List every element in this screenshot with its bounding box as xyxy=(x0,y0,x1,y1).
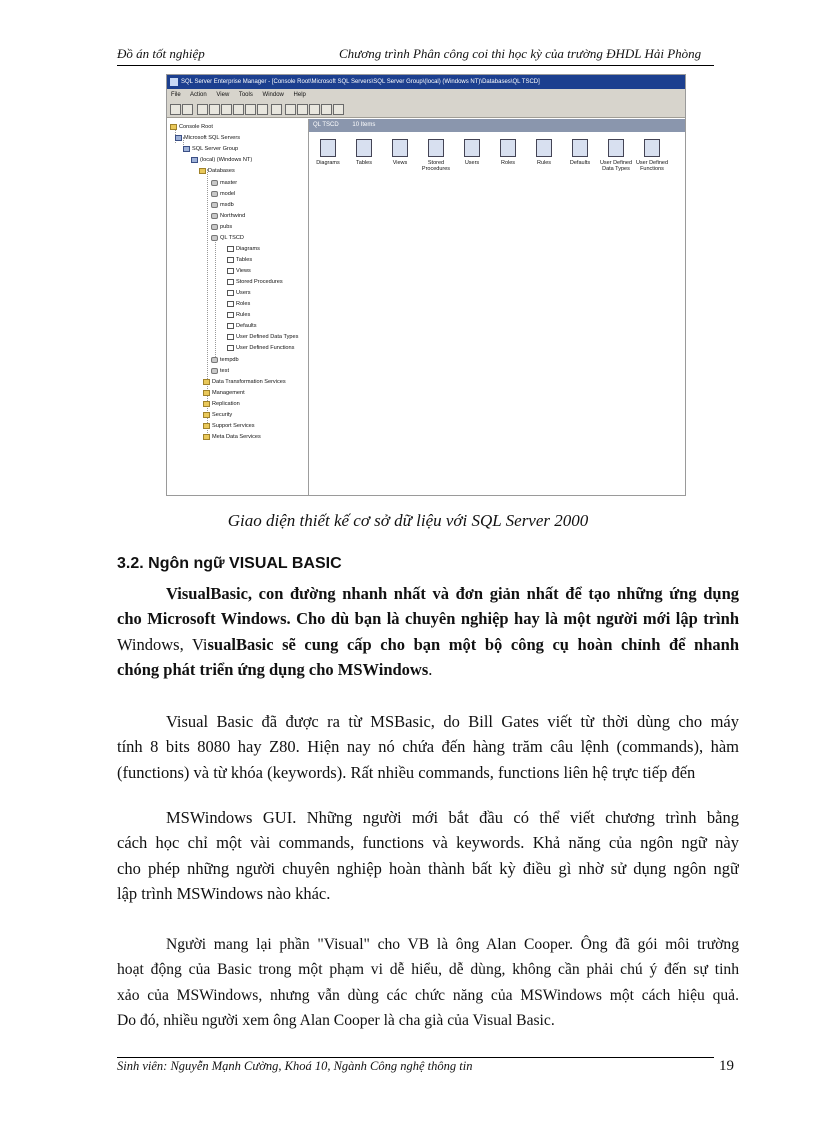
tool-icon-c[interactable] xyxy=(321,104,332,115)
section-heading: 3.2. Ngôn ngữ VISUAL BASIC xyxy=(117,555,342,572)
window-title: SQL Server Enterprise Manager - [Console Root\Microsoft SQL Servers\SQL Server Group\(local) (Windows NT)\Databases\QL TSCD] xyxy=(181,79,540,85)
app-icon xyxy=(170,78,178,86)
tree-item[interactable]: msdb xyxy=(211,201,234,210)
p1-line-2: cho Microsoft Windows. Cho dù bạn là chuyên nghiệp hay là một người mới lập trình xyxy=(117,609,739,629)
wizard-icon[interactable] xyxy=(285,104,296,115)
back-icon[interactable] xyxy=(170,104,181,115)
folder-icon xyxy=(203,401,210,407)
p4-line-4: Do đó, nhiều người xem ông Alan Cooper là cha già của Visual Basic. xyxy=(117,1011,555,1029)
p3-line-2: cách học chỉ một vài commands, functions và keywords. Khả năng của ngôn ngữ này xyxy=(117,833,739,853)
tree-item[interactable]: Replication xyxy=(203,400,240,409)
footer-rule xyxy=(117,1057,714,1058)
tree-item[interactable]: model xyxy=(211,190,235,199)
p4-line-2: hoạt động của Basic trong một phạm vi dễ hiểu, dễ dùng, không cần phải chú ý đến sự tinh xyxy=(117,961,739,979)
rules-icon xyxy=(227,312,234,318)
tree-item[interactable]: QL TSCD xyxy=(211,234,244,243)
pane-count: 10 Items xyxy=(352,122,376,128)
p1-line-3b: sualBasic sẽ cung cấp cho bạn một bộ công cụ hoàn chỉnh để nhanh xyxy=(207,634,739,654)
folder-icon xyxy=(203,379,210,385)
database-icon xyxy=(211,368,218,374)
p1-line-1: VisualBasic, con đường nhanh nhất và đơn giản nhất để tạo những ứng dụng xyxy=(166,584,739,603)
p2-line-2: tính 8 bits 8080 hay Z80. Hiện nay nó chứa đến hàng trăm câu lệnh (commands), hàm xyxy=(117,737,739,757)
pane-item[interactable]: User Defined Data Types xyxy=(599,139,633,172)
tree-item[interactable]: Console Root xyxy=(170,123,213,132)
new-icon[interactable] xyxy=(271,104,282,115)
tree-item[interactable]: master xyxy=(211,179,237,188)
tool-icon-d[interactable] xyxy=(333,104,344,115)
server-icon xyxy=(191,157,198,163)
p3-line-3: cho phép những người chuyên nghiệp hoàn thành bất kỳ điều gì nhờ sử dụng ngôn ngữ xyxy=(117,858,739,878)
tree-item[interactable]: tempdb xyxy=(211,356,239,365)
header-right: Chương trình Phân công coi thi học kỳ của trường ĐHDL Hải Phòng xyxy=(339,46,702,61)
view-icon xyxy=(392,139,408,157)
stored-procedure-icon xyxy=(428,139,444,157)
properties-icon[interactable] xyxy=(221,104,232,115)
tree-item[interactable]: pubs xyxy=(211,223,232,232)
tree-item[interactable]: User Defined Functions xyxy=(227,344,294,353)
p3-line-4: lập trình MSWindows nào khác. xyxy=(117,883,331,903)
tree-item[interactable]: Roles xyxy=(227,300,250,309)
paragraph-1 xyxy=(117,581,739,682)
p1-line-3a: Windows, Vi xyxy=(117,634,208,654)
tree-item[interactable]: Security xyxy=(203,411,232,420)
menu-file[interactable]: File xyxy=(171,92,181,98)
tree-item[interactable]: (local) (Windows NT) xyxy=(191,156,252,165)
folder-icon xyxy=(199,168,206,174)
folder-icon xyxy=(203,423,210,429)
toolbar xyxy=(167,101,685,118)
folder-icon xyxy=(203,434,210,440)
p1-line-4: chóng phát triển ứng dụng cho MSWindows xyxy=(117,659,429,679)
p2-line-1: Visual Basic đã được ra từ MSBasic, do Bill Gates viết từ thời dùng cho máy xyxy=(166,712,739,731)
footer-text: Sinh viên: Nguyễn Mạnh Cường, Khoá 10, Ngành Công nghệ thông tin xyxy=(117,1059,473,1073)
database-icon xyxy=(211,180,218,186)
rules-icon xyxy=(536,139,552,157)
stored-procedure-icon xyxy=(227,279,234,285)
tree-item[interactable]: Tables xyxy=(227,256,252,265)
up-folder-icon[interactable] xyxy=(197,104,208,115)
tree-item[interactable]: SQL Server Group xyxy=(183,145,238,154)
window-title-bar xyxy=(167,75,685,89)
pane-item[interactable]: Diagrams xyxy=(311,139,345,166)
pane-item[interactable]: Users xyxy=(455,139,489,166)
defaults-icon xyxy=(572,139,588,157)
forward-icon[interactable] xyxy=(182,104,193,115)
p2-line-3: (functions) và từ khóa (keywords). Rất nhiều commands, functions liên hệ trực tiếp đến xyxy=(117,762,696,782)
paragraph-2 xyxy=(117,709,739,785)
console-tree xyxy=(167,119,309,495)
diagram-icon xyxy=(227,246,234,252)
details-pane xyxy=(309,119,685,495)
sql-server-screenshot xyxy=(166,74,686,496)
figure-caption: Giao diện thiết kế cơ sở dữ liệu với SQL Server 2000 xyxy=(227,511,589,530)
users-icon xyxy=(464,139,480,157)
pane-item[interactable]: Views xyxy=(383,139,417,166)
data-type-icon xyxy=(227,334,234,340)
pane-item[interactable]: User Defined Functions xyxy=(635,139,669,172)
pane-title: QL TSCD xyxy=(313,122,339,128)
menu-help[interactable]: Help xyxy=(293,92,306,98)
pane-header xyxy=(309,119,685,132)
tree-item[interactable]: Microsoft SQL Servers xyxy=(175,134,240,143)
tree-item[interactable]: Stored Procedures xyxy=(227,278,283,287)
export-icon[interactable] xyxy=(257,104,268,115)
tree-item[interactable]: Northwind xyxy=(211,212,245,221)
folder-icon xyxy=(203,412,210,418)
database-icon xyxy=(211,224,218,230)
folder-icon xyxy=(203,390,210,396)
folder-icon xyxy=(170,124,177,130)
page-number: 19 xyxy=(719,1058,734,1074)
tree-item[interactable]: Meta Data Services xyxy=(203,433,261,442)
tree-item[interactable]: User Defined Data Types xyxy=(227,333,298,342)
function-icon xyxy=(227,345,234,351)
tree-item[interactable]: Views xyxy=(227,267,251,276)
pane-item[interactable]: Defaults xyxy=(563,139,597,166)
paragraph-3 xyxy=(117,805,739,906)
tree-item[interactable]: test xyxy=(211,367,229,376)
tree-toggle-icon[interactable] xyxy=(209,104,220,115)
delete-icon[interactable] xyxy=(233,104,244,115)
header-left: Đồ án tốt nghiệp xyxy=(117,46,205,61)
roles-icon xyxy=(500,139,516,157)
pane-item[interactable]: Tables xyxy=(347,139,381,166)
database-icon xyxy=(211,213,218,219)
p4-line-1: Người mang lại phần "Visual" cho VB là ông Alan Cooper. Ông đã gói môi trường xyxy=(166,936,739,953)
database-icon xyxy=(211,357,218,363)
users-icon xyxy=(227,290,234,296)
tree-item[interactable]: Diagrams xyxy=(227,245,260,254)
table-icon xyxy=(356,139,372,157)
roles-icon xyxy=(227,301,234,307)
menu-bar xyxy=(167,89,685,101)
p4-line-3: xảo của MSWindows, nhưng vẫn dùng các chức năng của MSWindows một cách hiệu quả. xyxy=(117,986,739,1004)
tool-icon-a[interactable] xyxy=(297,104,308,115)
function-icon xyxy=(644,139,660,157)
database-icon xyxy=(211,191,218,197)
tree-item[interactable]: Users xyxy=(227,289,251,298)
menu-view[interactable]: View xyxy=(216,92,230,98)
server-icon xyxy=(175,135,182,141)
menu-action[interactable]: Action xyxy=(190,92,207,98)
tree-item[interactable]: Management xyxy=(203,389,245,398)
server-group-icon xyxy=(183,146,190,152)
tree-item[interactable]: Data Transformation Services xyxy=(203,378,286,387)
p3-line-1: MSWindows GUI. Những người mới bắt đầu có thể viết chương trình bằng xyxy=(166,808,739,827)
tree-item[interactable]: Defaults xyxy=(227,322,257,331)
pane-item[interactable]: Rules xyxy=(527,139,561,166)
database-icon xyxy=(211,202,218,208)
p1-line-4-end: . xyxy=(428,659,433,679)
data-type-icon xyxy=(608,139,624,157)
menu-tools[interactable]: Tools xyxy=(238,92,253,98)
paragraph-4 xyxy=(117,932,739,1033)
tree-item[interactable]: Support Services xyxy=(203,422,255,431)
pane-item[interactable]: Stored Procedures xyxy=(419,139,453,172)
tree-item[interactable]: Rules xyxy=(227,311,250,320)
tree-item[interactable]: Databases xyxy=(199,167,235,176)
view-icon xyxy=(227,268,234,274)
refresh-icon[interactable] xyxy=(245,104,256,115)
pane-item[interactable]: Roles xyxy=(491,139,525,166)
table-icon xyxy=(227,257,234,263)
menu-window[interactable]: Window xyxy=(262,92,284,98)
tool-icon-b[interactable] xyxy=(309,104,320,115)
defaults-icon xyxy=(227,323,234,329)
header-rule xyxy=(117,65,714,66)
database-icon xyxy=(211,235,218,241)
diagram-icon xyxy=(320,139,336,157)
